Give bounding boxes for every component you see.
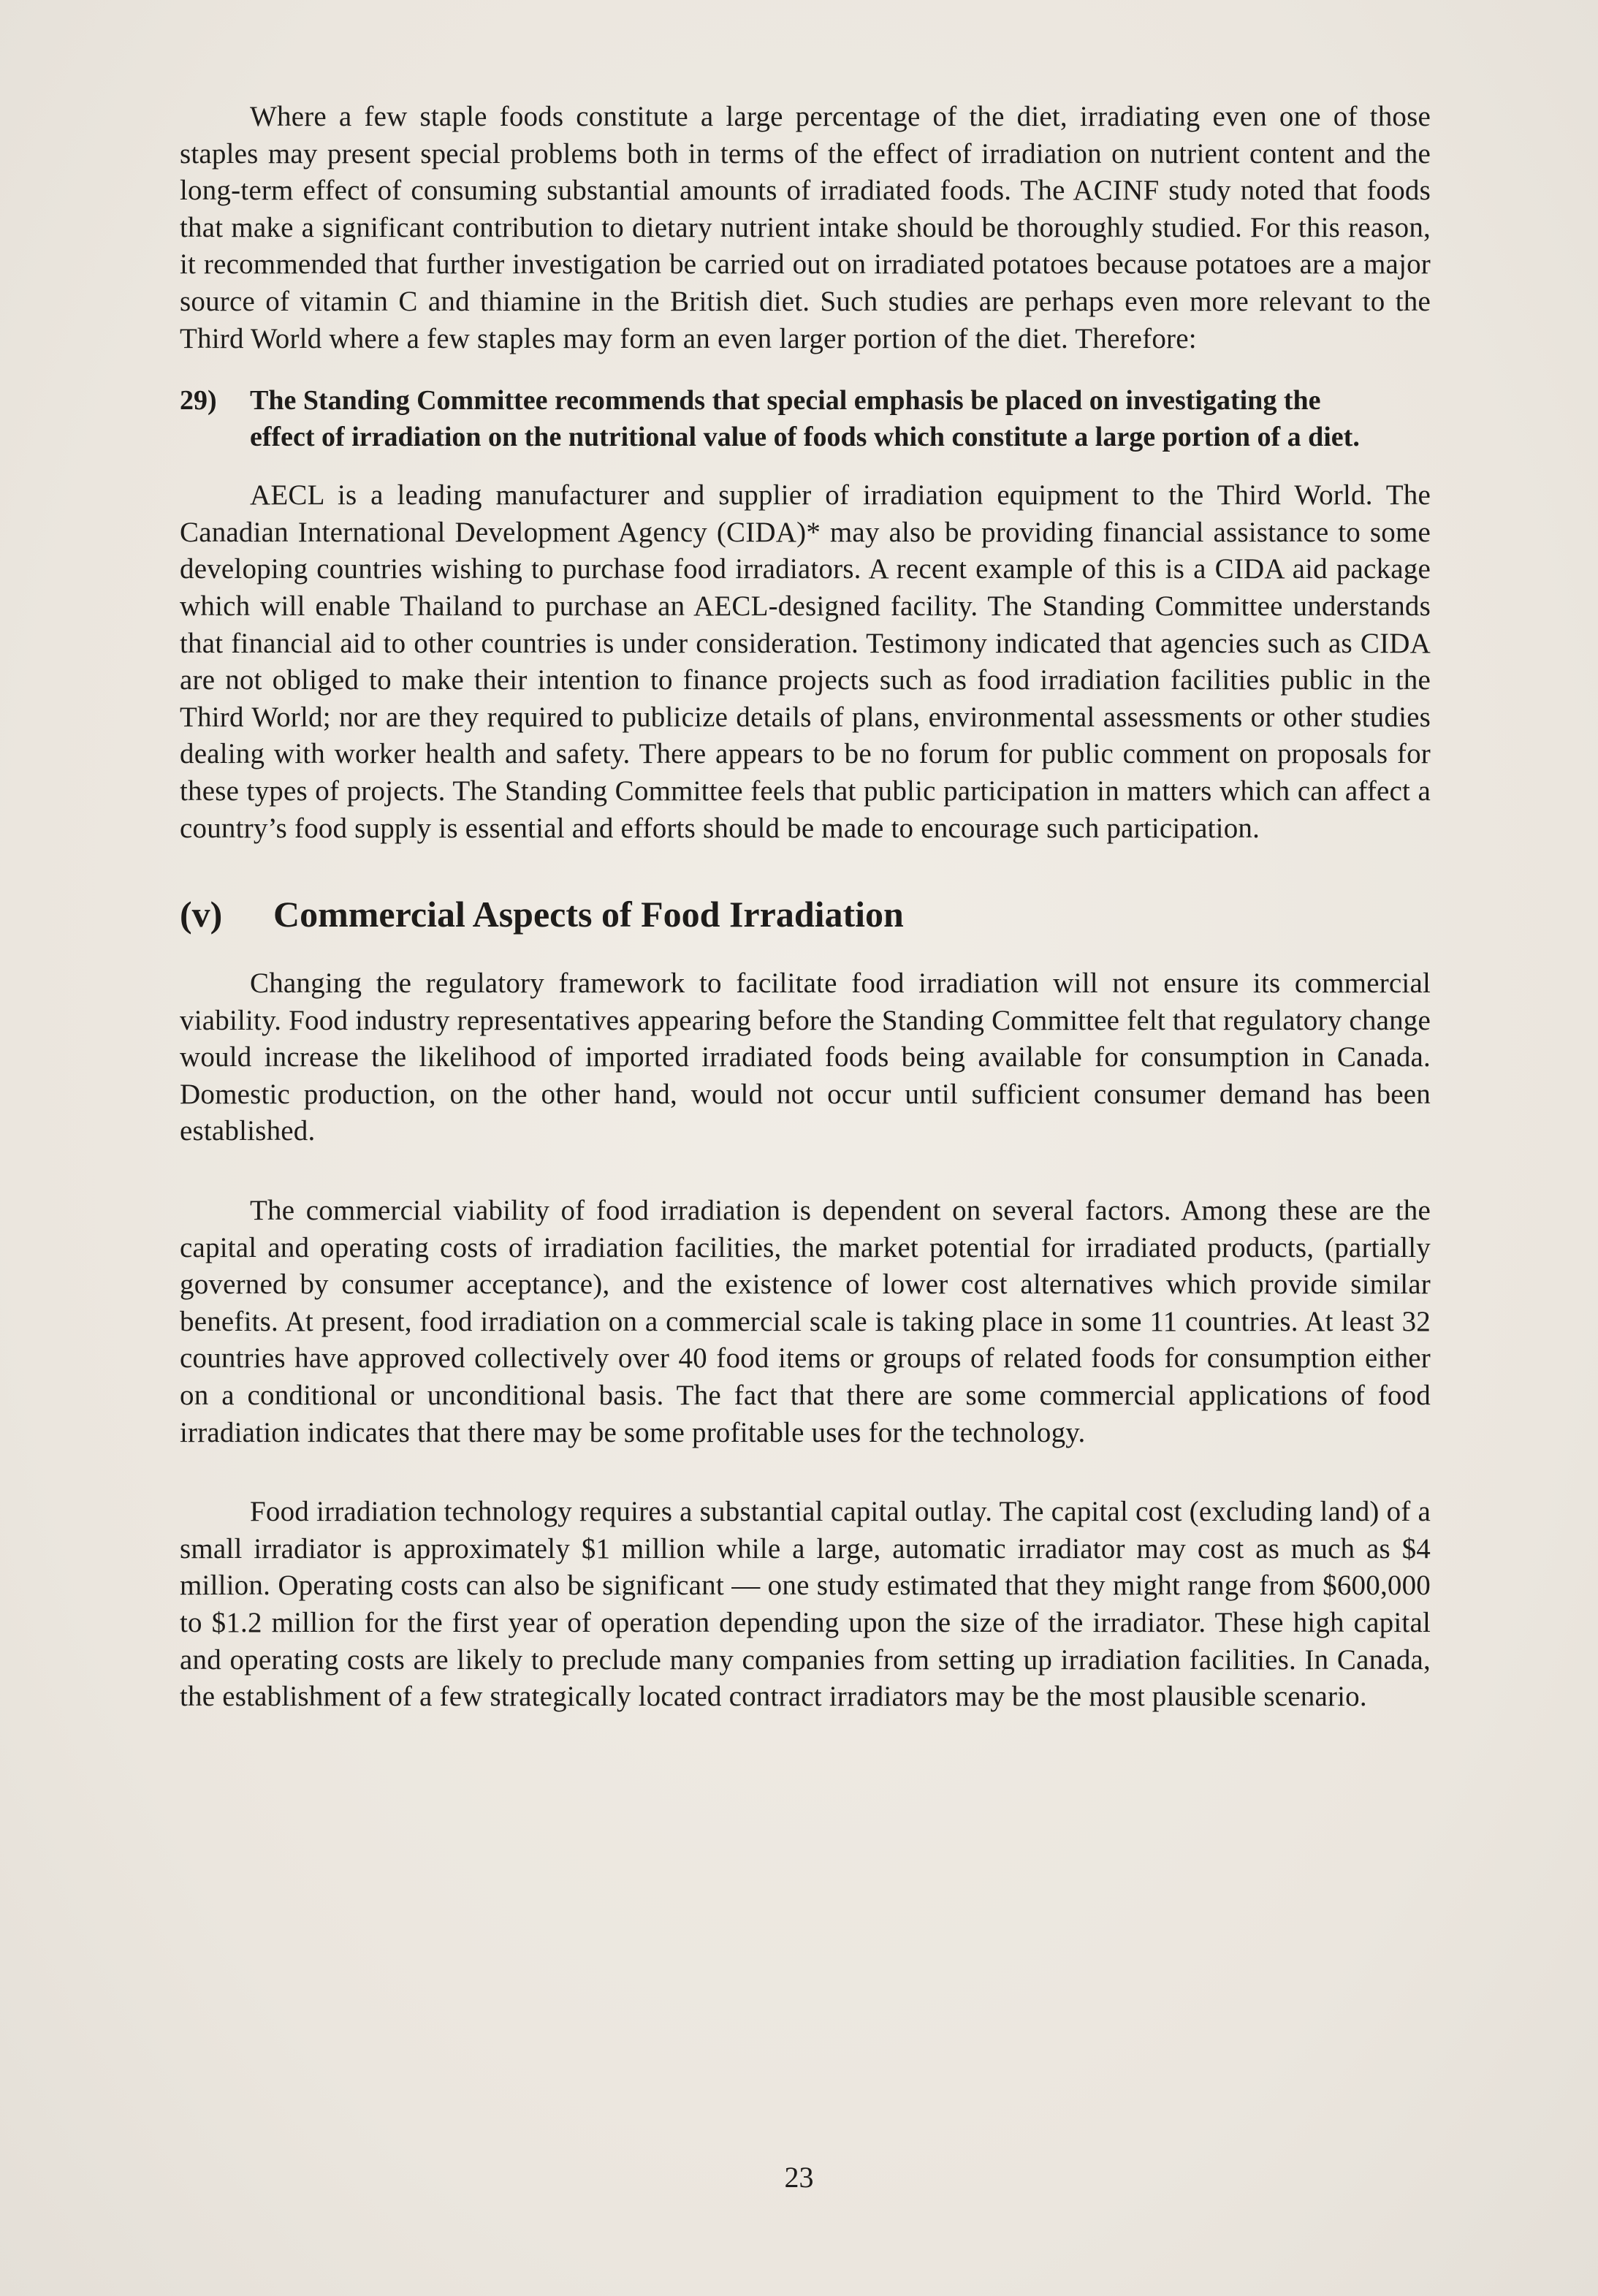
recommendation-29 [180, 382, 1431, 455]
section-number: (v) [180, 894, 223, 935]
page-content [180, 99, 1431, 1716]
paragraph-staple-foods: Where a few staple foods constitute a large percentage of the diet, irradiating even one of those staples may present special problems both in terms of the effect of irradiation on nutrient content and the long-term effect of consuming substantial amounts of irradiated foods. The ACINF study noted that foods that make a significant contribution to dietary nutrient intake should be thoroughly studied. For this reason, it recommended that further investigation be carried out on irradiated potatoes because potatoes are a major source of vitamin C and thiamine in the British diet. Such studies are perhaps even more relevant to the Third World where a few staples may form an even larger portion of the diet. Therefore: [180, 101, 1431, 354]
page-number: 23 [784, 2161, 814, 2194]
section-heading [180, 892, 1431, 936]
paragraph-capital-costs: Food irradiation technology requires a substantial capital outlay. The capital cost (excluding land) of a small irradiator is approximately $1 million while a large, automatic irradiator may cost as much as $4 million. Operating costs can also be significant — one study estimated that they might range from $600,000 to $1.2 million for the first year of operation depending upon the size of the irradiator. These high capital and operating costs are likely to preclude many companies from setting up irradiation facilities. In Canada, the establishment of a few strategically located contract irradiators may be the most plausible scenario. [180, 1496, 1431, 1713]
paragraph-commercial-viability: The commercial viability of food irradiation is dependent on several factors. Among these are the capital and operating costs of irradiation facilities, the market potential for irradiated products, (partially governed by consumer acceptance), and the existence of lower cost alternatives which provide similar benefits. At present, food irradiation on a commercial scale is taking place in some 11 countries. At least 32 countries have approved collectively over 40 food items or groups of related foods for consumption either on a conditional or unconditional basis. The fact that there are some commercial applications of food irradiation indicates that there may be some profitable uses for the technology. [180, 1195, 1431, 1448]
paragraph-regulatory-framework: Changing the regulatory framework to facilitate food irradiation will not ensure its commercial viability. Food industry representatives appearing before the Standing Committee felt that regulatory change would increase the likelihood of imported irradiated foods being available for consumption in Canada. Domestic production, on the other hand, would not occur until sufficient consumer demand has been established. [180, 968, 1431, 1147]
recommendation-number: 29) [180, 385, 217, 417]
recommendation-text: The Standing Committee recommends that special emphasis be placed on investigating the effect of irradiation on the nutritional value of foods which constitute a large portion of a diet. [250, 385, 1360, 453]
paragraph-aecl: AECL is a leading manufacturer and supplier of irradiation equipment to the Third World. The Canadian International Development Agency (CIDA)* may also be providing financial assistance to some developing countries wishing to purchase food irradiators. A recent example of this is a CIDA aid package which will enable Thailand to purchase an AECL-designed facility. The Standing Committee understands that financial aid to other countries is under consideration. Testimony indicated that agencies such as CIDA are not obliged to make their intention to finance projects such as food irradiation facilities public in the Third World; nor are they required to publicize details of plans, environmental assessments or other studies dealing with worker health and safety. There appears to be no forum for public comment on proposals for these types of projects. The Standing Committee feels that public participation in matters which can affect a country’s food supply is essential and efforts should be made to encourage such participation. [180, 479, 1431, 844]
section-title: Commercial Aspects of Food Irradiation [273, 894, 904, 935]
